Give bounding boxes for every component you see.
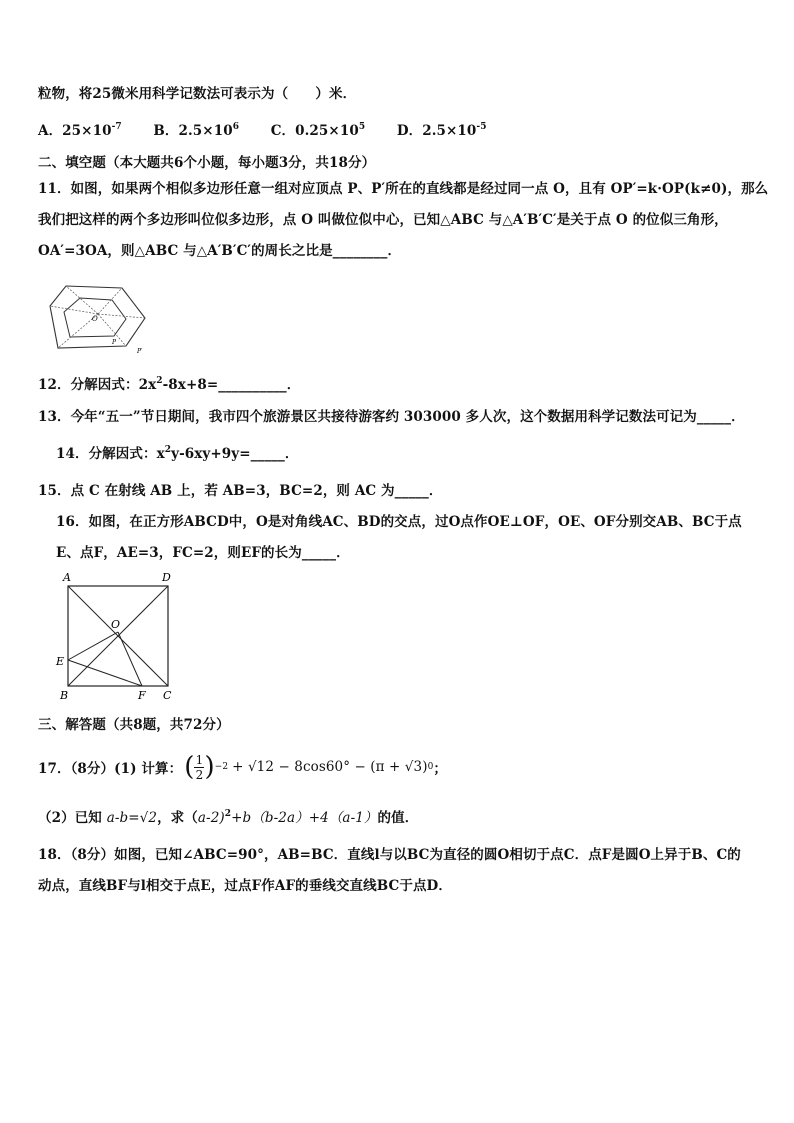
q15: 15．点 C 在射线 AB 上，若 AB=3，BC=2，则 AC 为_____． — [38, 483, 443, 499]
q10-stem: 粒物，将25微米用科学记数法可表示为（ ）米． — [38, 86, 357, 102]
fig16-label-b: B — [60, 689, 69, 702]
option-d: D．$2.5\times 10^{-5}$ — [396, 122, 487, 139]
segment-of — [118, 632, 142, 686]
fraction: 1 2 — [195, 752, 204, 782]
q18-line2: 动点，直线BF与l相交于点E，过点F作AF的垂线交直线BC于点D． — [38, 878, 452, 894]
q17-part2: （2）已知 a-b=√2，求（a-2)$^2$+b（b-2a）+4（a-1）的值． — [38, 809, 419, 826]
segment-oe — [68, 632, 118, 660]
fig11-label-o: O — [92, 315, 98, 323]
q13: 13．今年“五一”节日期间，我市四个旅游景区共接待游客约 303000 多人次，这个数据用科学记数法可记为_____． — [38, 409, 745, 425]
option-b: B．$2.5\times 10^6$ — [153, 122, 240, 139]
segment-ef — [68, 660, 142, 686]
option-a: A．$25\times 10^{-7}$ — [38, 122, 122, 139]
q14: 14．分解因式：$x^2y-6xy+9y=\_\_\_\_\_$． — [56, 445, 299, 462]
q10-options — [38, 119, 487, 139]
section2-heading: 二、填空题（本大题共6个小题，每小题3分，共18分） — [38, 155, 376, 171]
q11-line2: 我们把这样的两个多边形叫位似多边形，点 O 叫做位似中心，已知△ABC 与△A′B′C′是关于点 O 的位似三角形， — [38, 212, 728, 228]
fig16-label-a: A — [63, 571, 71, 584]
fig16-label-e: E — [56, 655, 65, 668]
fraction-paren: ( — [184, 752, 195, 782]
q12: 12．分解因式：$2x^2-8x+8=\_\_\_\_\_\_\_\_\_\_$． — [38, 376, 301, 393]
q17-part1: 17．（8分）(1) 计算： ( 1 2 ) −2 + √12 − 8cos60° − (π + √3) 0 ； — [38, 752, 448, 782]
fig11-label-p: P — [112, 339, 117, 346]
q11-line1: 11．如图，如果两个相似多边形任意一组对应顶点 P、P′所在的直线都是经过同一点 O，且有 OP′=k·OP(k≠0)，那么 — [38, 181, 769, 197]
fig16-label-o: O — [111, 618, 121, 631]
q11-line3: OA′=3OA，则△ABC 与△A′B′C′的周长之比是________． — [38, 243, 402, 259]
section3-heading: 三、解答题（共8题，共72分） — [38, 717, 230, 733]
fig16-label-f: F — [138, 689, 146, 702]
homothety-pentagon-figure — [42, 280, 152, 355]
q16-line1: 16．如图，在正方形ABCD中，O是对角线AC、BD的交点，过O点作OE⊥OF，OE、OF分别交AB、BC于点 — [56, 514, 742, 530]
square-abcd-figure — [52, 568, 182, 703]
fig16-label-d: D — [162, 571, 171, 584]
given-condition: a-b=√2 — [106, 810, 158, 826]
option-c: C．$0.25\times 10^5$ — [270, 122, 366, 139]
fig11-label-p-prime: P′ — [137, 348, 143, 355]
q16-line2: E、点F，AE=3，FC=2，则EF的长为_____． — [56, 545, 350, 561]
q18-line1: 18．（8分）如图，已知∠ABC=90°，AB=BC．直线l与以BC为直径的圆O相切于点C．点F是圆O上异于B、C的 — [38, 847, 741, 863]
calc-expression: + √12 − 8cos60° − (π + √3) — [232, 759, 428, 775]
fig16-label-c: C — [163, 689, 172, 702]
